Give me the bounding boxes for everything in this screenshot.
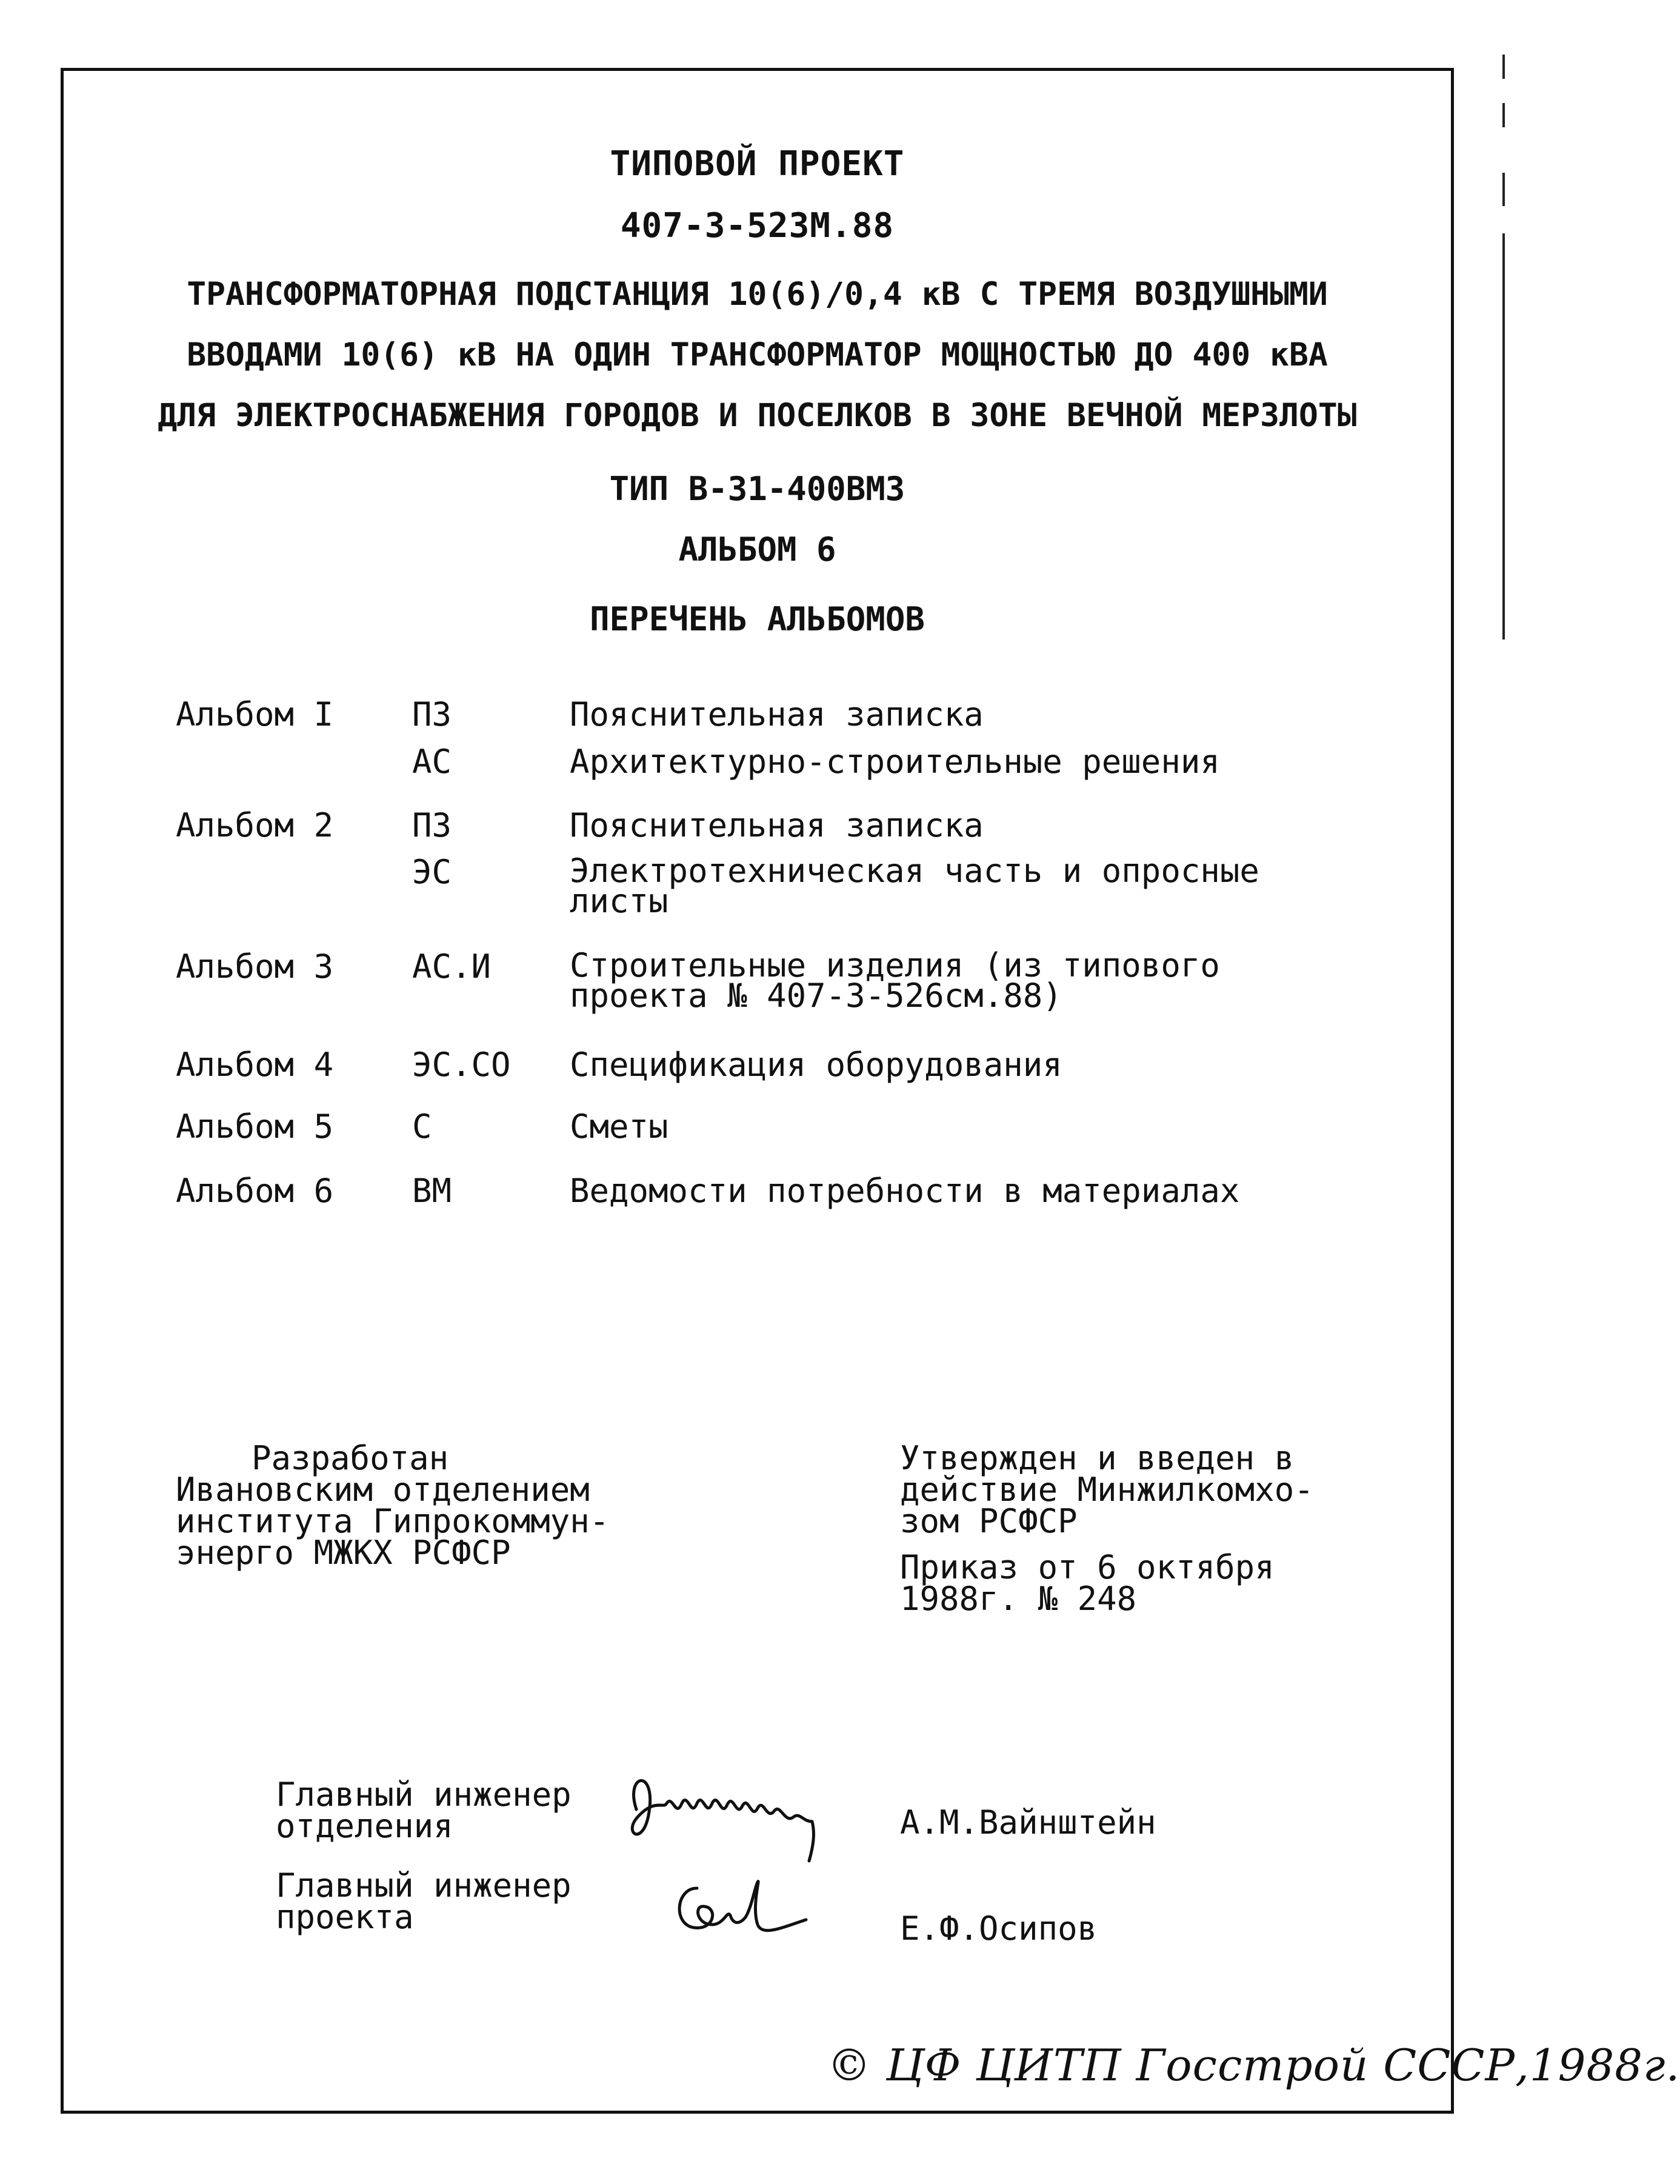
substation-type: ТИП В-31-400ВМЗ	[609, 470, 905, 508]
approval-order: Приказ от 6 октября 1988г. № 248	[900, 1548, 1275, 1618]
album-description: Архитектурно-строительные решения	[570, 743, 1220, 781]
signatory-title: Главный инженер отделения	[276, 1775, 572, 1845]
margin-mark	[1502, 173, 1505, 206]
signatory-name: Е.Ф.Осипов	[900, 1909, 1098, 1948]
album-code: ПЗ	[412, 806, 452, 844]
approval-text: Утвержден и введен в действие Минжилкомхо- зом РСФСР	[900, 1439, 1314, 1540]
album-label: Альбом 6	[176, 1172, 334, 1210]
album-label: Альбом 3	[176, 947, 334, 986]
album-label: Альбом I	[176, 695, 334, 733]
album-code: ВМ	[412, 1172, 452, 1210]
album-description: Ведомости потребности в материалах	[570, 1172, 1240, 1210]
document-title: ТИПОВОЙ ПРОЕКТ	[610, 144, 905, 184]
album-label: Альбом 4	[176, 1046, 334, 1084]
signatory-name: А.М.Вайнштейн	[900, 1803, 1156, 1842]
album-description: Электротехническая часть и опросные листы	[570, 852, 1259, 920]
developed-by-text: Ивановским отделением института Гипрокоммун- энерго МЖКХ РСФСР	[176, 1471, 610, 1572]
album-description: Сметы	[570, 1107, 668, 1146]
signatory-title: Главный инженер проекта	[276, 1866, 572, 1936]
album-code: С	[412, 1107, 432, 1146]
album-description: Строительные изделия (из типового проекта № 407-3-526см.88)	[570, 946, 1220, 1015]
subject-line-1: ТРАНСФОРМАТОРНАЯ ПОДСТАНЦИЯ 10(6)/0,4 кВ С ТРЕМЯ ВОЗДУШНЫМИ	[187, 276, 1328, 313]
album-description: Пояснительная записка	[570, 806, 984, 844]
album-code: ЭС	[412, 853, 452, 891]
album-description: Спецификация оборудования	[570, 1046, 1062, 1084]
margin-mark	[1502, 55, 1505, 79]
album-number: АЛЬБОМ 6	[678, 530, 836, 569]
copyright-stamp: © ЦФ ЦИТП Госстрой СССР,1988г.	[827, 2040, 1680, 2091]
handwritten-signature	[661, 1864, 818, 1951]
album-description: Пояснительная записка	[570, 695, 984, 733]
albums-list-title: ПЕРЕЧЕНЬ АЛЬБОМОВ	[590, 600, 925, 638]
album-code: ПЗ	[412, 695, 452, 733]
album-code: АС	[412, 743, 452, 781]
album-code: АС.И	[412, 947, 492, 986]
album-label: Альбом 5	[176, 1107, 334, 1146]
margin-mark	[1502, 103, 1505, 127]
album-label: Альбом 2	[176, 806, 334, 844]
subject-line-2: ВВОДАМИ 10(6) кВ НА ОДИН ТРАНСФОРМАТОР МОЩНОСТЬЮ ДО 400 кВА	[187, 336, 1328, 373]
margin-mark	[1502, 233, 1505, 640]
developed-by-label: Разработан	[252, 1439, 449, 1477]
handwritten-signature	[612, 1761, 830, 1878]
album-code: ЭС.СО	[412, 1046, 511, 1084]
project-code: 407-3-523М.88	[620, 206, 895, 245]
subject-line-3: ДЛЯ ЭЛЕКТРОСНАБЖЕНИЯ ГОРОДОВ И ПОСЕЛКОВ В ЗОНЕ ВЕЧНОЙ МЕРЗЛОТЫ	[158, 397, 1357, 434]
